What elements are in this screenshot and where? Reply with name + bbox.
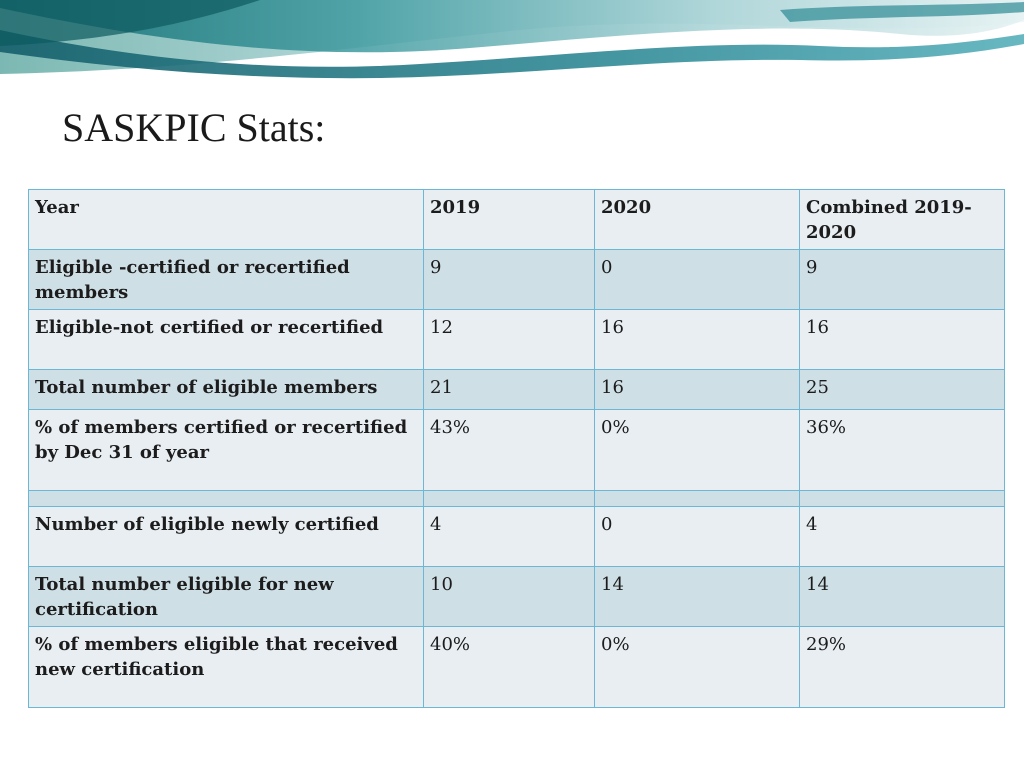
row-label: Total number of eligible members xyxy=(29,370,424,410)
header-cell-combined: Combined 2019-2020 xyxy=(800,190,1005,250)
cell-combined: 16 xyxy=(800,310,1005,370)
cell-2020: 0 xyxy=(595,507,800,567)
cell-2019: 9 xyxy=(424,250,595,310)
cell-combined: 29% xyxy=(800,627,1005,708)
table-row xyxy=(29,567,1005,627)
row-label: % of members eligible that received new certification xyxy=(29,627,424,708)
cell-2019: 12 xyxy=(424,310,595,370)
page-title: SASKPIC Stats: xyxy=(62,105,326,150)
cell-2019: 10 xyxy=(424,567,595,627)
row-label: % of members certified or recertified by Dec 31 of year xyxy=(29,410,424,491)
cell-2020: 0 xyxy=(595,250,800,310)
row-label: Eligible-not certified or recertified xyxy=(29,310,424,370)
cell-combined: 4 xyxy=(800,507,1005,567)
decorative-wave-banner xyxy=(0,0,1024,80)
row-label: Total number eligible for new certification xyxy=(29,567,424,627)
table-header-row xyxy=(29,190,1005,250)
row-label: Eligible -certified or recertified members xyxy=(29,250,424,310)
table-row xyxy=(29,410,1005,491)
cell-combined: 36% xyxy=(800,410,1005,491)
table-row xyxy=(29,370,1005,410)
header-cell-2020: 2020 xyxy=(595,190,800,250)
cell-combined: 14 xyxy=(800,567,1005,627)
cell-2020: 0% xyxy=(595,410,800,491)
cell-2020 xyxy=(595,491,800,507)
cell-combined xyxy=(800,491,1005,507)
cell-2020: 0% xyxy=(595,627,800,708)
cell-2019: 4 xyxy=(424,507,595,567)
table-row-spacer xyxy=(29,491,1005,507)
table-row xyxy=(29,250,1005,310)
cell-2020: 16 xyxy=(595,310,800,370)
cell-2019: 21 xyxy=(424,370,595,410)
table-row xyxy=(29,310,1005,370)
row-label xyxy=(29,491,424,507)
cell-2019: 43% xyxy=(424,410,595,491)
cell-2019 xyxy=(424,491,595,507)
cell-combined: 9 xyxy=(800,250,1005,310)
stats-table xyxy=(28,189,1005,708)
cell-2020: 16 xyxy=(595,370,800,410)
table-row xyxy=(29,507,1005,567)
cell-combined: 25 xyxy=(800,370,1005,410)
header-cell-2019: 2019 xyxy=(424,190,595,250)
cell-2019: 40% xyxy=(424,627,595,708)
table-row xyxy=(29,627,1005,708)
row-label: Number of eligible newly certified xyxy=(29,507,424,567)
cell-2020: 14 xyxy=(595,567,800,627)
header-cell-year: Year xyxy=(29,190,424,250)
